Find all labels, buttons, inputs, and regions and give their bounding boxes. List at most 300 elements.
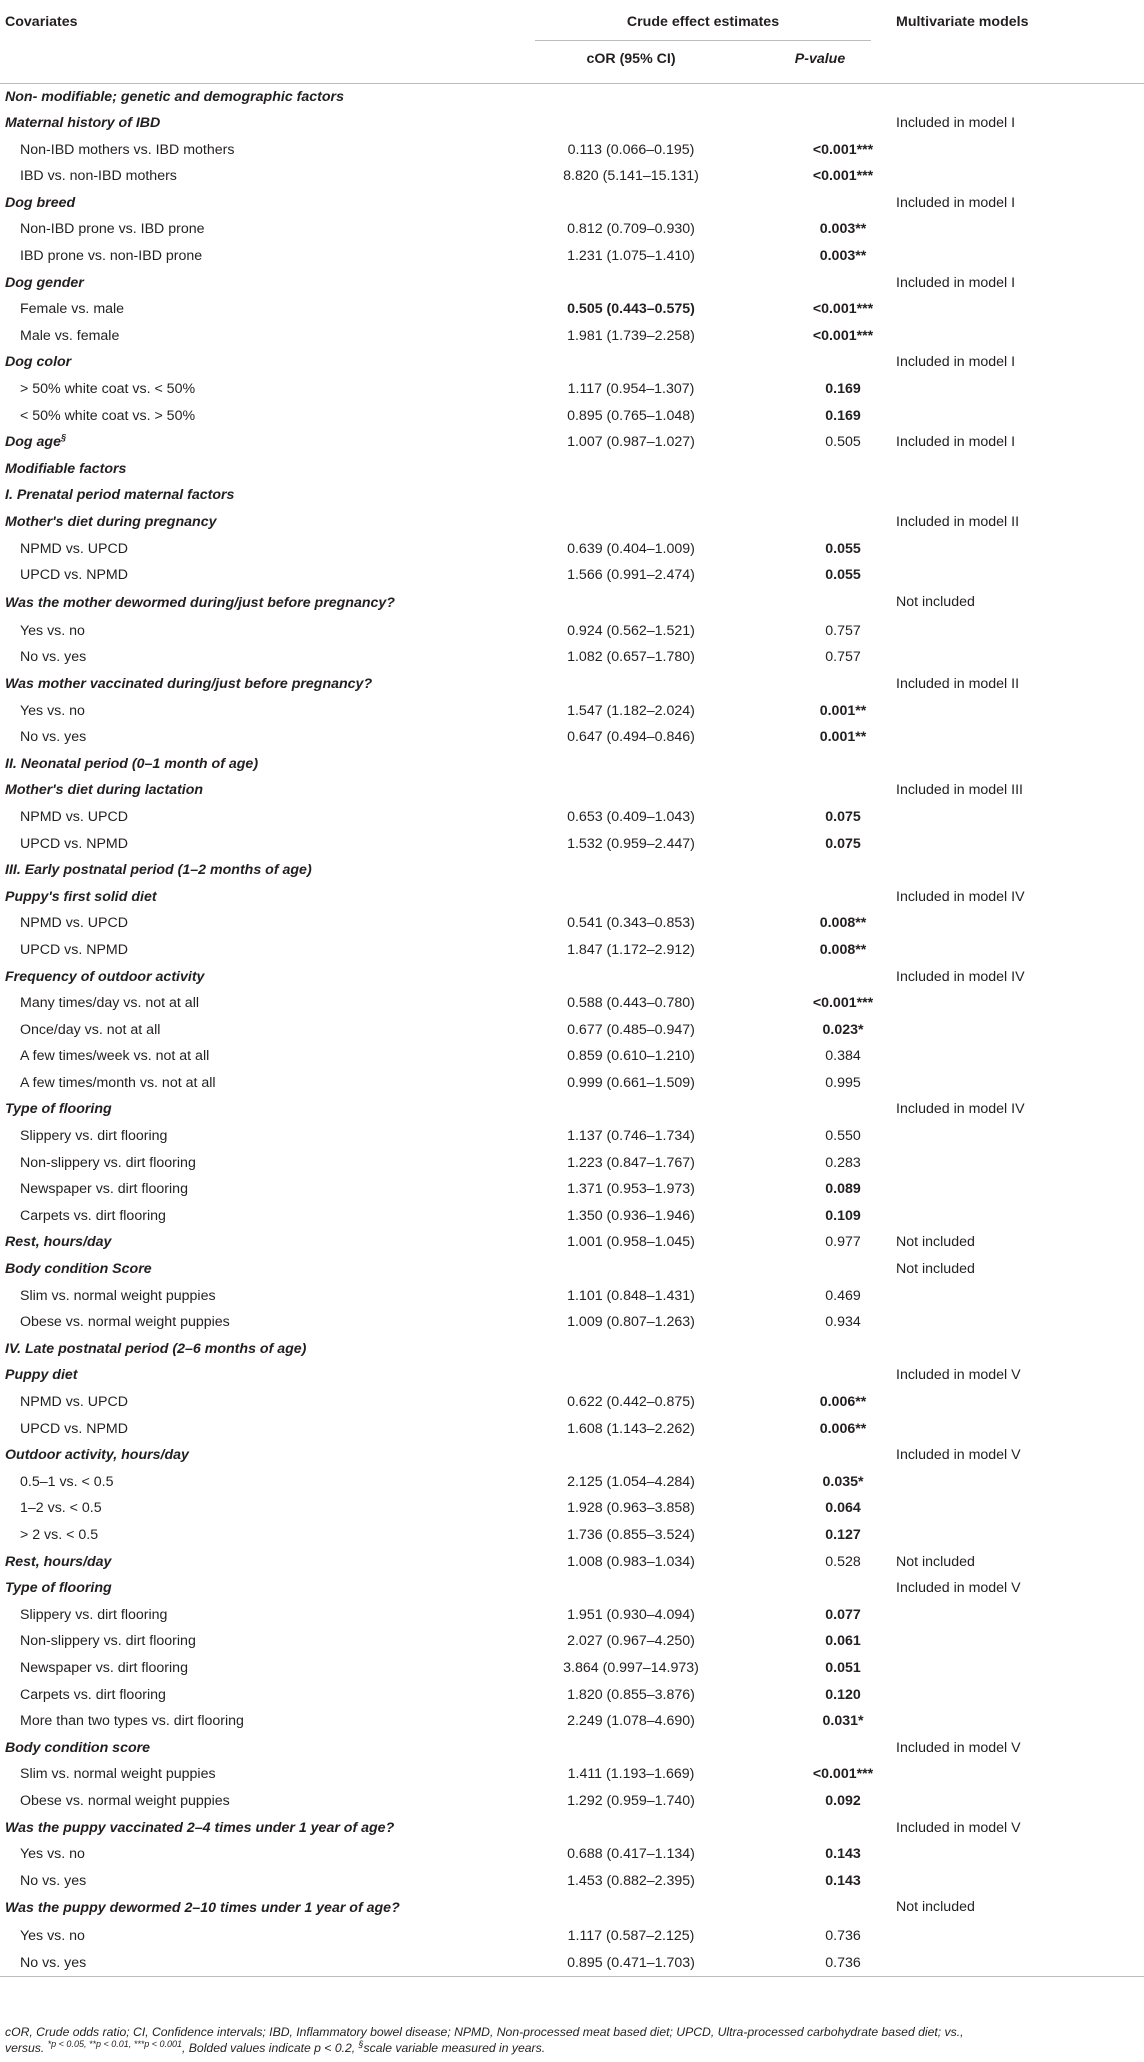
table-row (0, 1017, 1144, 1044)
model-inclusion (892, 1416, 1144, 1443)
cor-value: 2.027 (0.967–4.250) (567, 1633, 695, 1650)
covariate-text: No vs. yes (20, 649, 87, 666)
model-inclusion (892, 1389, 1144, 1416)
table-row-heading (0, 857, 1144, 884)
covariate-label (0, 804, 514, 831)
covariate-label (0, 1682, 514, 1709)
covariate-text: II. Neonatal period (0–1 month of age) (5, 755, 259, 772)
covariate-label (0, 349, 514, 376)
p-value (748, 671, 892, 698)
model-inclusion (892, 376, 1144, 403)
covariate-label (0, 831, 514, 858)
model-inclusion (892, 1923, 1144, 1950)
table-row (0, 1788, 1144, 1815)
covariate-text: Type of flooring (5, 1580, 112, 1597)
table-row (0, 562, 1144, 589)
table-row (0, 1309, 1144, 1336)
table-row (0, 216, 1144, 243)
covariate-label (0, 1815, 514, 1842)
cor-value: 0.895 (0.471–1.703) (567, 1954, 695, 1971)
covariate-text: NPMD vs. UPCD (20, 915, 128, 932)
model-inclusion (892, 724, 1144, 751)
table-row (0, 1602, 1144, 1629)
table-row-heading (0, 1442, 1144, 1469)
covariate-text: UPCD vs. NPMD (20, 835, 128, 852)
table-row-heading (0, 884, 1144, 911)
covariate-text: Slim vs. normal weight puppies (20, 1766, 216, 1783)
covariate-label (0, 644, 514, 671)
table-row-heading (0, 1256, 1144, 1283)
p-value: 0.092 (825, 1792, 861, 1809)
cor-value: 3.864 (0.997–14.973) (563, 1659, 699, 1676)
covariate-text: Obese vs. normal weight puppies (20, 1314, 230, 1331)
model-inclusion: Included in model V (896, 1819, 1021, 1836)
p-value: 0.736 (825, 1954, 861, 1971)
cor-value (514, 777, 748, 804)
covariate-label (0, 1309, 514, 1336)
covariate-text: IBD vs. non-IBD mothers (20, 168, 177, 185)
table-row (0, 1868, 1144, 1895)
cor-value: 0.999 (0.661–1.509) (567, 1074, 695, 1091)
cor-value: 1.101 (0.848–1.431) (567, 1287, 695, 1304)
cor-value (514, 1362, 748, 1389)
cor-value: 1.009 (0.807–1.263) (567, 1314, 695, 1331)
p-value: 0.001** (819, 729, 867, 746)
table-row (0, 137, 1144, 164)
table-row-heading (0, 509, 1144, 536)
cor-value: 1.117 (0.587–2.125) (567, 1928, 695, 1945)
table-row (0, 1469, 1144, 1496)
p-value: <0.001*** (812, 141, 874, 158)
covariate-label (0, 1362, 514, 1389)
table-row-heading (0, 456, 1144, 483)
model-inclusion (892, 1336, 1144, 1363)
cor-value (514, 671, 748, 698)
model-inclusion (892, 1602, 1144, 1629)
covariate-text: Yes vs. no (20, 1846, 85, 1863)
covariate-label (0, 1950, 514, 1977)
covariate-superscript: § (60, 432, 66, 443)
cor-value (514, 1336, 748, 1363)
table-row-heading (0, 482, 1144, 509)
model-inclusion: Included in model I (896, 274, 1016, 291)
table-row (0, 804, 1144, 831)
covariate-text: Puppy diet (5, 1367, 78, 1384)
covariate-text: Puppy's first solid diet (5, 888, 157, 905)
p-value: 0.469 (825, 1287, 861, 1304)
covariate-label (0, 1522, 514, 1549)
cor-value (514, 1815, 748, 1842)
covariate-label (0, 618, 514, 645)
covariate-label (0, 216, 514, 243)
table-row (0, 1043, 1144, 1070)
covariate-label (0, 1442, 514, 1469)
covariate-label (0, 1203, 514, 1230)
table-row-heading (0, 1815, 1144, 1842)
table-row-heading (0, 751, 1144, 778)
cor-value: 0.677 (0.485–0.947) (567, 1021, 695, 1038)
covariate-text: No vs. yes (20, 729, 87, 746)
cor-value: 1.820 (0.855–3.876) (567, 1686, 695, 1703)
model-inclusion (892, 937, 1144, 964)
model-inclusion: Included in model II (896, 514, 1020, 530)
covariate-text: Frequency of outdoor activity (5, 968, 205, 985)
table-row-heading (0, 190, 1144, 217)
covariate-label (0, 777, 514, 804)
model-inclusion (892, 1628, 1144, 1655)
covariate-label (0, 482, 514, 509)
model-inclusion (892, 1761, 1144, 1788)
covariate-text: > 50% white coat vs. < 50% (20, 381, 196, 398)
p-value: 0.283 (825, 1154, 861, 1171)
p-value: 0.977 (825, 1234, 861, 1251)
covariate-label (0, 1416, 514, 1443)
cor-value: 0.113 (0.066–0.195) (567, 141, 695, 158)
table-row (0, 1682, 1144, 1709)
table-row (0, 1070, 1144, 1097)
cor-value: 0.924 (0.562–1.521) (567, 622, 695, 639)
table-row (0, 1416, 1144, 1443)
model-inclusion (892, 403, 1144, 430)
covariate-text: Was the mother dewormed during/just before pregnancy? (5, 594, 395, 611)
model-inclusion: Included in model V (896, 1367, 1021, 1384)
covariate-label (0, 1123, 514, 1150)
covariate-text: Was the puppy vaccinated 2–4 times under 1 year of age? (5, 1819, 395, 1836)
cor-value (514, 857, 748, 884)
covariate-label (0, 1176, 514, 1203)
covariate-label (0, 137, 514, 164)
cor-value: 1.082 (0.657–1.780) (567, 649, 695, 666)
covariate-label (0, 698, 514, 725)
p-value: 0.120 (825, 1686, 861, 1703)
cor-value: 1.547 (1.182–2.024) (567, 702, 695, 719)
covariate-text: More than two types vs. dirt flooring (20, 1713, 244, 1730)
footnote-significance: *p < 0.05, **p < 0.01, ***p < 0.001 (47, 2038, 183, 2049)
cor-value: 1.566 (0.991–2.474) (567, 567, 695, 584)
p-value: 0.757 (825, 622, 861, 639)
p-value: 0.008** (819, 915, 867, 932)
cor-value: 0.688 (0.417–1.134) (567, 1846, 695, 1863)
covariate-text: Yes vs. no (20, 702, 85, 719)
cor-value: 1.736 (0.855–3.524) (567, 1526, 695, 1543)
cor-value (514, 751, 748, 778)
covariate-text: Obese vs. normal weight puppies (20, 1792, 230, 1809)
cor-value: 1.292 (0.959–1.740) (567, 1792, 695, 1809)
model-inclusion (892, 1150, 1144, 1177)
covariate-label (0, 671, 514, 698)
p-value: 0.109 (825, 1207, 861, 1224)
p-value (748, 349, 892, 376)
covariate-label (0, 84, 514, 111)
p-value (748, 270, 892, 297)
table-row (0, 644, 1144, 671)
covariate-text: III. Early postnatal period (1–2 months of age) (5, 862, 312, 879)
model-inclusion (892, 990, 1144, 1017)
table-row-heading (0, 964, 1144, 991)
cor-value: 1.371 (0.953–1.973) (567, 1181, 695, 1198)
p-value (748, 509, 892, 536)
cor-value (514, 190, 748, 217)
p-value: 0.550 (825, 1128, 861, 1145)
header-row-1 (0, 0, 1144, 50)
covariate-text: Maternal history of IBD (5, 115, 161, 132)
model-inclusion (892, 804, 1144, 831)
p-value (748, 777, 892, 804)
cor-value (514, 110, 748, 137)
p-value: 0.064 (825, 1500, 861, 1517)
p-value: 0.505 (825, 434, 861, 451)
cor-value: 8.820 (5.141–15.131) (563, 168, 699, 185)
cor-value (514, 270, 748, 297)
model-inclusion (892, 1203, 1144, 1230)
covariate-text: Non-IBD mothers vs. IBD mothers (20, 141, 235, 158)
covariate-label (0, 1923, 514, 1950)
cor-value: 0.653 (0.409–1.043) (567, 808, 695, 825)
cor-value: 0.812 (0.709–0.930) (567, 221, 695, 238)
covariate-label (0, 1602, 514, 1629)
covariate-text: Newspaper vs. dirt flooring (20, 1659, 188, 1676)
cor-value: 1.008 (0.983–1.034) (567, 1553, 695, 1570)
p-value (748, 751, 892, 778)
model-inclusion: Included in model III (896, 782, 1023, 799)
covariate-label (0, 937, 514, 964)
p-value (748, 456, 892, 483)
model-inclusion: Included in model IV (896, 1101, 1025, 1118)
p-value (748, 1362, 892, 1389)
p-value: 0.143 (825, 1846, 861, 1863)
covariate-text: Rest, hours/day (5, 1553, 112, 1570)
cor-value (514, 964, 748, 991)
p-value: 0.031* (822, 1713, 864, 1730)
cor-value: 1.350 (0.936–1.946) (567, 1207, 695, 1224)
p-value: 0.035* (822, 1473, 864, 1490)
covariate-text: IV. Late postnatal period (2–6 months of age) (5, 1340, 307, 1357)
covariate-label (0, 190, 514, 217)
p-value: 0.023* (822, 1021, 864, 1038)
covariate-text: Male vs. female (20, 327, 120, 344)
covariate-text: Modifiable factors (5, 460, 127, 477)
table-row (0, 296, 1144, 323)
covariate-label (0, 1336, 514, 1363)
table-row-heading (0, 1575, 1144, 1602)
table-row (0, 1123, 1144, 1150)
p-value (748, 84, 892, 111)
model-inclusion (892, 296, 1144, 323)
crude-header (514, 0, 892, 50)
table-row-heading (0, 1362, 1144, 1389)
covariate-label (0, 1096, 514, 1123)
table-row (0, 1283, 1144, 1310)
cor-value: 1.007 (0.987–1.027) (567, 434, 695, 451)
covariate-label (0, 724, 514, 751)
cor-value: 2.249 (1.078–4.690) (567, 1713, 695, 1730)
covariate-text: Rest, hours/day (5, 1234, 112, 1251)
cor-value (514, 84, 748, 111)
cor-value: 0.647 (0.494–0.846) (567, 729, 695, 746)
covariate-label (0, 296, 514, 323)
p-value: <0.001*** (812, 1766, 874, 1783)
model-inclusion: Not included (896, 1553, 975, 1570)
covariate-text: Non-slippery vs. dirt flooring (20, 1154, 196, 1171)
covariate-label (0, 110, 514, 137)
covariate-text: Dog gender (5, 274, 84, 291)
covariate-label (0, 1229, 514, 1256)
p-value: 0.995 (825, 1074, 861, 1091)
covariate-text: Carpets vs. dirt flooring (20, 1686, 166, 1703)
covariate-label (0, 1761, 514, 1788)
model-inclusion: Not included (896, 593, 975, 610)
covariate-text: UPCD vs. NPMD (20, 941, 128, 958)
cor-value: 0.505 (0.443–0.575) (567, 301, 695, 318)
covariate-label (0, 323, 514, 350)
model-inclusion: Included in model V (896, 1447, 1021, 1464)
p-value: 0.089 (825, 1181, 861, 1198)
covariate-text: Dog color (5, 354, 72, 371)
table-row-heading (0, 671, 1144, 698)
p-value: <0.001*** (812, 301, 874, 318)
covariate-text: Slippery vs. dirt flooring (20, 1128, 168, 1145)
p-value: 0.003** (819, 248, 867, 265)
cor-value: 2.125 (1.054–4.284) (567, 1473, 695, 1490)
p-value: <0.001*** (812, 995, 874, 1012)
covariate-label (0, 456, 514, 483)
model-inclusion: Included in model II (896, 675, 1020, 692)
covariate-label (0, 1575, 514, 1602)
covariate-text: Non-slippery vs. dirt flooring (20, 1633, 196, 1650)
p-value: 0.008** (819, 941, 867, 958)
covariate-text: Type of flooring (5, 1101, 112, 1118)
table-row-heading (0, 270, 1144, 297)
table-row (0, 724, 1144, 751)
covariate-text: Was mother vaccinated during/just before pregnancy? (5, 675, 373, 692)
model-inclusion (892, 751, 1144, 778)
table-footnote (5, 2024, 1139, 2056)
covariate-text: UPCD vs. NPMD (20, 1420, 128, 1437)
cor-value: 1.411 (1.193–1.669) (567, 1766, 695, 1783)
covariate-label (0, 1735, 514, 1762)
table-row (0, 698, 1144, 725)
table-row (0, 990, 1144, 1017)
model-inclusion: Included in model V (896, 1580, 1021, 1597)
covariate-label (0, 1868, 514, 1895)
model-inclusion: Not included (896, 1234, 975, 1251)
covariate-label (0, 1017, 514, 1044)
model-inclusion (892, 1655, 1144, 1682)
model-inclusion (892, 216, 1144, 243)
header-spacer-right (892, 50, 1144, 84)
cor-value (514, 884, 748, 911)
p-value (748, 1096, 892, 1123)
model-inclusion (892, 323, 1144, 350)
p-value: 0.757 (825, 649, 861, 666)
covariate-text: Once/day vs. not at all (20, 1021, 161, 1038)
covariate-label (0, 1628, 514, 1655)
table-row (0, 618, 1144, 645)
covariate-text: Slim vs. normal weight puppies (20, 1287, 216, 1304)
cor-value: 0.541 (0.343–0.853) (567, 915, 695, 932)
covariate-label (0, 1283, 514, 1310)
model-inclusion (892, 243, 1144, 270)
p-value: 0.127 (825, 1526, 861, 1543)
covariate-label (0, 1549, 514, 1576)
covariate-text: > 2 vs. < 0.5 (20, 1526, 99, 1543)
cor-value: 0.859 (0.610–1.210) (567, 1048, 695, 1065)
model-inclusion: Included in model I (896, 354, 1016, 371)
table-row-heading (0, 1096, 1144, 1123)
cor-value (514, 589, 748, 618)
covariate-text: < 50% white coat vs. > 50% (20, 407, 196, 424)
footnote-versus: versus. (5, 2041, 48, 2055)
covariate-label (0, 1655, 514, 1682)
model-inclusion: Included in model I (896, 434, 1016, 451)
model-inclusion (892, 1495, 1144, 1522)
p-value (748, 110, 892, 137)
covariate-text: No vs. yes (20, 1872, 87, 1889)
covariate-text: No vs. yes (20, 1954, 87, 1971)
model-inclusion (892, 831, 1144, 858)
cor-value: 1.928 (0.963–3.858) (567, 1500, 695, 1517)
table-row-heading (0, 110, 1144, 137)
table-row (0, 910, 1144, 937)
p-value (748, 1256, 892, 1283)
covariate-text: Many times/day vs. not at all (20, 995, 199, 1012)
covariate-label (0, 243, 514, 270)
covariate-text: Body condition Score (5, 1261, 152, 1278)
cor-value: 1.532 (0.959–2.447) (567, 835, 695, 852)
multivariate-header: Multivariate models (896, 14, 1029, 30)
covariate-label (0, 1469, 514, 1496)
p-value (748, 190, 892, 217)
covariate-label (0, 1708, 514, 1735)
table-row-heading (0, 84, 1144, 111)
model-inclusion (892, 1868, 1144, 1895)
p-value: 0.061 (825, 1633, 861, 1650)
table-row (0, 1628, 1144, 1655)
header-spacer-left (0, 50, 514, 84)
model-inclusion (892, 1283, 1144, 1310)
cor-value: 1.223 (0.847–1.767) (567, 1154, 695, 1171)
model-inclusion: Included in model I (896, 194, 1016, 211)
p-value: 0.075 (825, 808, 861, 825)
p-value: 0.055 (825, 540, 861, 557)
table-row (0, 1708, 1144, 1735)
p-value (748, 884, 892, 911)
covariate-text: A few times/month vs. not at all (20, 1074, 216, 1091)
covariate-text: Yes vs. no (20, 1928, 85, 1945)
table-row (0, 243, 1144, 270)
model-inclusion: Included in model V (896, 1739, 1021, 1756)
cor-value: 1.453 (0.882–2.395) (567, 1872, 695, 1889)
covariate-text: IBD prone vs. non-IBD prone (20, 248, 203, 265)
covariate-label (0, 589, 514, 618)
model-inclusion (892, 644, 1144, 671)
model-inclusion (892, 910, 1144, 937)
covariate-label (0, 163, 514, 190)
model-inclusion: Included in model IV (896, 888, 1025, 905)
p-value: 0.006** (819, 1394, 867, 1410)
covariate-label (0, 857, 514, 884)
crude-header-label: Crude effect estimates (535, 13, 871, 41)
model-inclusion: Included in model I (896, 115, 1016, 132)
p-value (748, 857, 892, 884)
cor-value: 1.951 (0.930–4.094) (567, 1606, 695, 1623)
p-value (748, 1894, 892, 1923)
model-inclusion (892, 562, 1144, 589)
covariate-label (0, 990, 514, 1017)
p-value (748, 1815, 892, 1842)
model-inclusion (892, 698, 1144, 725)
cor-value: 0.639 (0.404–1.009) (567, 540, 695, 557)
